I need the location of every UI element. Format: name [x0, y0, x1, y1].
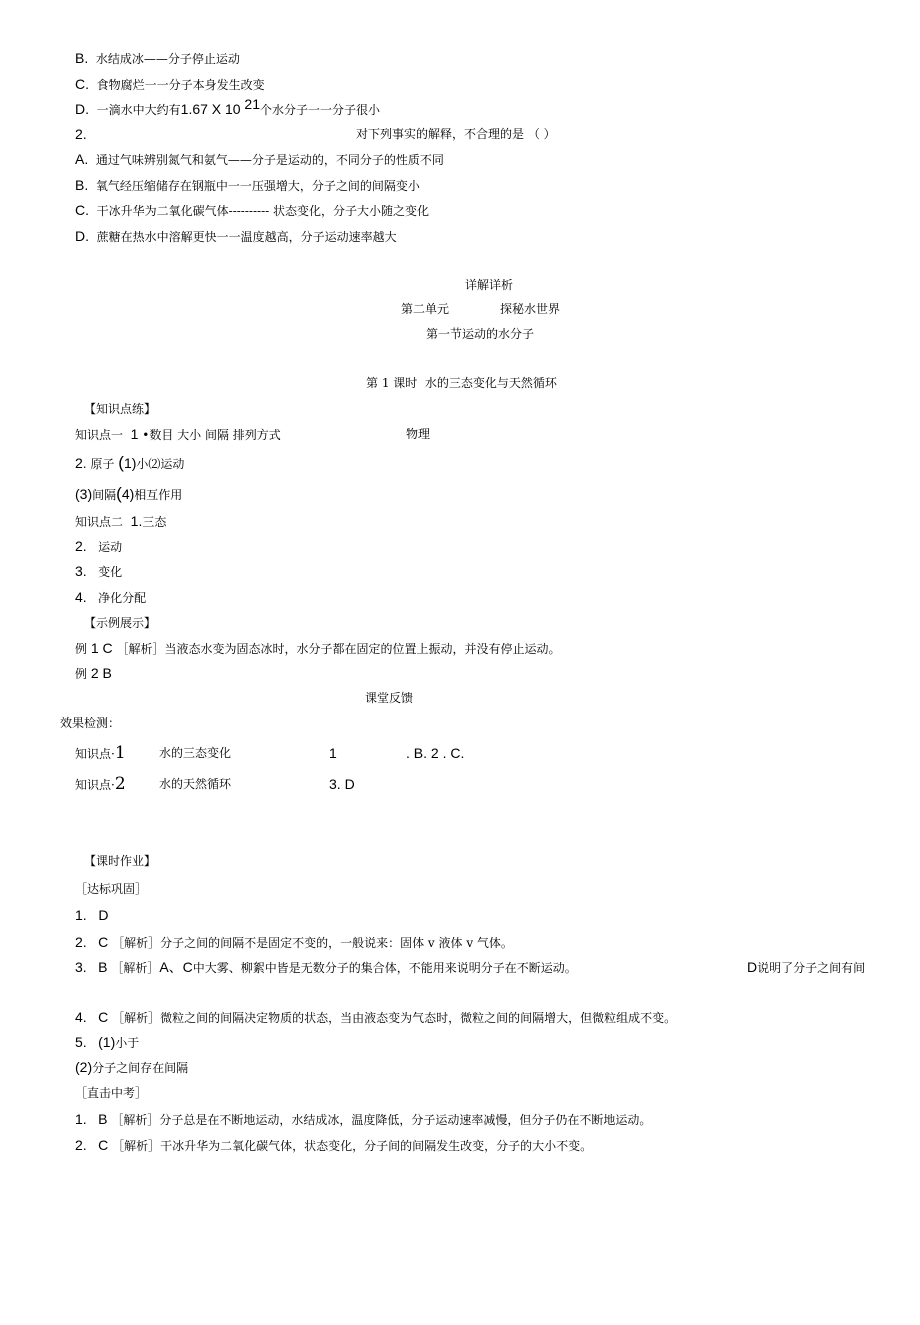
kp-number: 2	[75, 455, 83, 471]
q2-option-d	[75, 228, 397, 245]
feedback-row-1-answer-a: 1	[329, 745, 337, 761]
item-sub-number: (2)	[75, 1059, 93, 1075]
example-text: ［解析］当液态水变为固态冰时，水分子都在固定的位置上振动，并没有停止运动。	[116, 642, 561, 656]
example-label: 例	[75, 667, 88, 681]
kp-number: 1	[130, 426, 139, 442]
kp-sub-number: 4)	[121, 486, 135, 502]
homework-header: 【课时作业】	[84, 854, 157, 868]
kp-label: 知识点二	[75, 515, 124, 529]
item-number: 3.	[75, 959, 87, 975]
q1-option-d	[75, 96, 381, 118]
option-label: D.	[75, 228, 89, 244]
kp-sub-number: 1)	[123, 455, 137, 471]
option-text: 食物腐烂一一分子本身发生改变	[96, 78, 265, 92]
item-answer: C	[98, 1137, 109, 1153]
item-text: ［解析］干冰升华为二氧化碳气体，状态变化，分子间的间隔发生改变，分子的大小不变。	[112, 1139, 593, 1153]
homework-item-3-tail	[747, 959, 865, 976]
kp-number: 1	[114, 743, 126, 763]
item-number: 1.	[75, 907, 87, 923]
q2-option-a	[75, 151, 444, 168]
kp-text: •数目 大小 间隔 排列方式	[142, 428, 281, 442]
homework-item-3	[75, 959, 577, 976]
unit-right: 探秘水世界	[500, 302, 561, 316]
unit-left: 第二单元	[401, 302, 450, 316]
item-number: 2.	[75, 538, 87, 554]
item-answer: D	[98, 907, 109, 923]
kp-label: 知识点·	[75, 747, 115, 761]
item-number: 3.	[75, 563, 87, 579]
q2-number: 2.	[75, 126, 87, 142]
kp-number: 1.	[130, 513, 143, 529]
feedback-title: 课堂反馈	[365, 691, 414, 705]
item-text: ［解析］分子总是在不断地运动，水结成冰，温度降低，分子运动速率减慢，但分子仍在不断地运动。	[111, 1113, 652, 1127]
item-sub-number: (1)	[98, 1034, 116, 1050]
item-text: 小于	[115, 1036, 140, 1050]
item-number: 2.	[75, 1137, 87, 1153]
feedback-row-2-answer: 3. D	[329, 776, 355, 792]
homework-item-5	[75, 1034, 139, 1051]
item-option-d: D	[747, 959, 758, 975]
item-text: 说明了分子之间有间	[757, 961, 866, 975]
examples-header: 【示例展示】	[84, 616, 157, 630]
option-exponent: 21	[244, 96, 260, 112]
kp-sub-text: 间隔	[92, 488, 117, 502]
item-text: 运动	[98, 540, 123, 554]
item-text: 变化	[98, 565, 123, 579]
item-number: 4.	[75, 589, 87, 605]
option-label: B.	[75, 177, 89, 193]
item-answer: B	[98, 959, 108, 975]
kp-text: . 原子	[82, 457, 115, 471]
feedback-row-1-text: 水的三态变化	[159, 746, 232, 760]
item-answer: B	[98, 1111, 108, 1127]
q2-option-b	[75, 177, 420, 194]
option-number: 1.67 X 10	[180, 101, 241, 117]
example-answer: 1 C	[90, 640, 113, 656]
kp-paren: (	[118, 453, 124, 472]
option-text-pre: 一滴水中大约有	[96, 103, 181, 117]
exam-item-2	[75, 1137, 592, 1154]
q2-option-c	[75, 202, 429, 219]
item-text: 分子之间存在间隔	[92, 1061, 189, 1075]
knowledge-line-3	[75, 486, 182, 503]
kp-sub-text: 相互作用	[134, 488, 183, 502]
knowledge-header: 【知识点练】	[84, 402, 157, 416]
kp-sub-number: (3)	[75, 486, 93, 502]
kp-label: 知识点一	[75, 428, 124, 442]
item-options: A、C	[159, 959, 193, 975]
list-item	[75, 538, 122, 555]
feedback-row-2-label	[75, 776, 126, 793]
item-number: 5.	[75, 1034, 87, 1050]
item-text: ［解析］	[111, 961, 160, 975]
lesson-number: 第 1 课时	[366, 376, 418, 390]
item-answer: C	[98, 1009, 109, 1025]
list-item	[75, 563, 122, 580]
homework-item-5-part-2	[75, 1059, 188, 1076]
knowledge-point-1	[75, 426, 281, 443]
q1-option-b	[75, 50, 240, 67]
item-text: 净化分配	[98, 591, 147, 605]
option-label: C.	[75, 76, 89, 92]
homework-item-2	[75, 934, 513, 951]
item-number: 1.	[75, 1111, 87, 1127]
feedback-row-2-text: 水的天然循环	[159, 777, 232, 791]
q2-stem: 对下列事实的解释，不合理的是 （ ）	[356, 127, 556, 141]
lesson-heading	[366, 375, 557, 391]
list-item	[75, 589, 146, 606]
option-label: D.	[75, 101, 89, 117]
kp-text: 三态	[142, 515, 167, 529]
lesson-title: 水的三态变化与天然循环	[424, 376, 557, 390]
homework-sub-2: ［直击中考］	[75, 1086, 148, 1100]
example-1	[75, 640, 560, 657]
item-number: 4.	[75, 1009, 87, 1025]
item-answer: C	[98, 934, 109, 950]
option-label: A.	[75, 151, 89, 167]
answers-title: 详解详析	[465, 278, 514, 292]
option-text: 通过气味辨别氮气和氨气——分子是运动的，不同分子的性质不同	[95, 153, 444, 167]
knowledge-line-2	[75, 455, 184, 472]
option-label: B.	[75, 50, 89, 66]
homework-sub-1: ［达标巩固］	[75, 882, 148, 896]
exam-item-1	[75, 1111, 651, 1128]
q1-option-c	[75, 76, 265, 93]
example-2	[75, 665, 112, 682]
knowledge-point-2	[75, 513, 166, 530]
option-text: 氧气经压缩储存在钢瓶中一一压强增大，分子之间的间隔变小	[95, 179, 420, 193]
option-text: 干冰升华为二氧化碳气体---------- 状态变化，分子大小随之变化	[96, 204, 430, 218]
item-number: 2.	[75, 934, 87, 950]
section-title: 第一节运动的水分子	[426, 327, 535, 341]
item-text: 中大雾、柳絮中皆是无数分子的集合体，不能用来说明分子在不断运动。	[192, 961, 577, 975]
option-text: 水结成冰——分子停止运动	[95, 52, 240, 66]
example-answer: 2 B	[90, 665, 112, 681]
kp-right-text: 物理	[406, 427, 431, 441]
feedback-row-1-answer-b: . B. 2 . C.	[406, 745, 465, 761]
kp-sub-text: 小⑵运动	[136, 457, 185, 471]
feedback-check: 效果检测：	[60, 716, 121, 730]
kp-paren: (	[116, 484, 122, 503]
feedback-row-1-label	[75, 745, 126, 762]
homework-item-4	[75, 1009, 676, 1026]
item-text: ［解析］分子之间的间隔不是固定不变的，一般说来：固体 v 液体 v 气体。	[112, 936, 513, 950]
homework-item-1	[75, 907, 108, 923]
option-text-post: 个水分子一一分子很小	[260, 103, 381, 117]
option-label: C.	[75, 202, 89, 218]
example-label: 例	[75, 642, 88, 656]
item-text: ［解析］微粒之间的间隔决定物质的状态，当由液态变为气态时，微粒之间的间隔增大，但微粒组成不变。	[112, 1011, 677, 1025]
kp-number: 2	[114, 774, 126, 794]
option-text: 蔗糖在热水中溶解更快一一温度越高，分子运动速率越大	[96, 230, 397, 244]
kp-label: 知识点·	[75, 778, 115, 792]
